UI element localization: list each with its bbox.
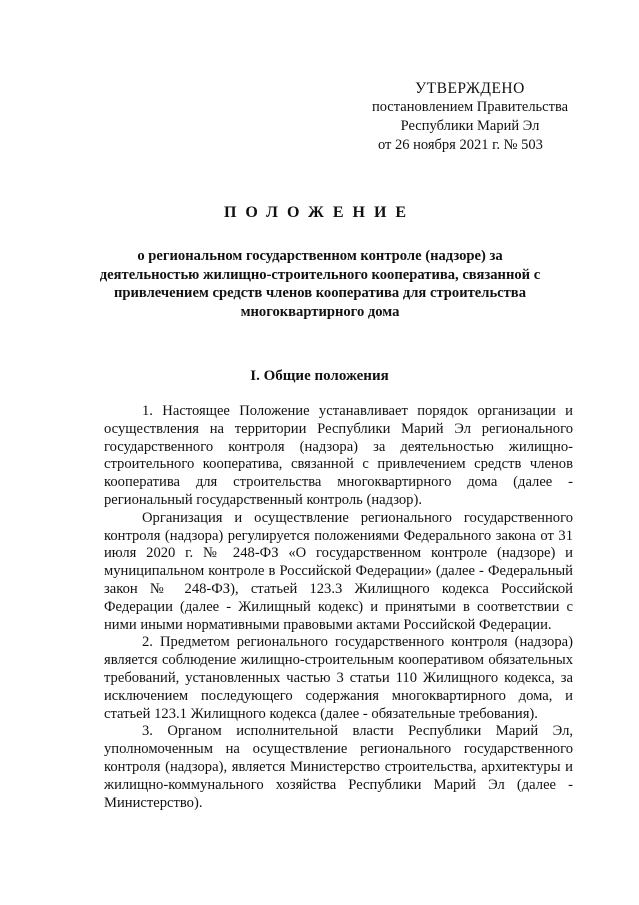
paragraph-3: 2. Предметом регионального государственного контроля (надзора) является соблюдение жилищно-строительным кооперативом обязательных требований, установленных частью 3 статьи 110 Жилищного кодекса, за исключением последующего содержания многоквартирного дома, и статьей 123.1 Жилищного кодекса (далее - обязательные требования). (104, 634, 573, 722)
section-heading: I. Общие положения (250, 368, 389, 384)
paragraph-4: 3. Органом исполнительной власти Республики Марий Эл, уполномоченным на осуществление регионального государственного контроля (надзора), является Министерство строительства, архитектуры и жилищно-коммунального хозяйства Республики Марий Эл (далее - Министерство). (104, 723, 573, 811)
approval-region: Республики Марий Эл (400, 118, 540, 134)
approval-block (360, 79, 580, 155)
approval-date-number: от 26 ноября 2021 г. № 503 (378, 137, 543, 153)
approval-heading: УТВЕРЖДЕНО (415, 80, 525, 97)
approval-issuer: постановлением Правительства (371, 99, 569, 115)
document-subtitle: о региональном государственном контроле (надзоре) за деятельностью жилищно-строительного кооператива, связанной с привлечением средств членов кооператива для строительства многоквартирного дома (99, 248, 541, 320)
body-text (104, 403, 573, 812)
document-title: ПОЛОЖЕНИЕ (223, 204, 416, 221)
paragraph-2: Организация и осуществление регионального государственного контроля (надзора) регулируется положениями Федерального закона от 31 июля 2020 г. № 248-ФЗ «О государственном контроле (надзоре) и муниципальном контроле в Российской Федерации» (далее - Федеральный закон № 248-ФЗ), статьей 123.3 Жилищного кодекса Российской Федерации (далее - Жилищный кодекс) и принятыми в соответствии с ними иными нормативными правовыми актами Российской Федерации. (104, 509, 573, 633)
paragraph-1: 1. Настоящее Положение устанавливает порядок организации и осуществления на территории Республики Марий Эл регионального государственного контроля (надзора) за деятельностью жилищно-строительного кооператива, связанной с привлечением средств членов кооператива для строительства многоквартирного дома (далее - региональный государственный контроль (надзор). (104, 403, 573, 508)
